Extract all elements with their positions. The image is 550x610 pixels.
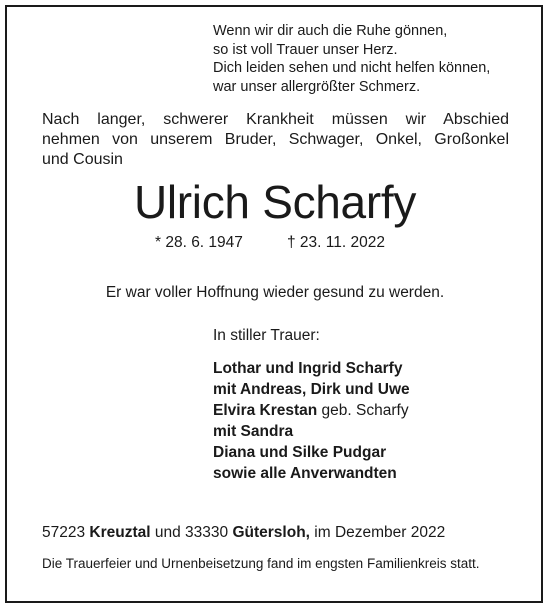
mourners-list: [213, 358, 410, 484]
death-date: † 23. 11. 2022: [287, 234, 385, 251]
birth-date: * 28. 6. 1947: [155, 234, 243, 251]
poem-line: Wenn wir dir auch die Ruhe gönnen,: [213, 23, 448, 39]
zip-1: 57223: [42, 524, 90, 541]
mourner-birthname: geb. Scharfy: [317, 402, 409, 419]
intro-line: Nach langer, schwerer Krankheit müssen wir Abschied: [42, 111, 509, 128]
mourner-line: sowie alle Anverwandten: [213, 465, 397, 482]
mourner-name: Elvira Krestan: [213, 402, 318, 419]
place-connector: und 33330: [150, 524, 233, 541]
mourner-line: Diana und Silke Pudgar: [213, 444, 387, 461]
funeral-note: Die Trauerfeier und Urnenbeisetzung fand im engsten Familienkreis statt.: [42, 556, 480, 571]
place-date: im Dezember 2022: [309, 524, 446, 541]
intro-line: und Cousin: [42, 151, 123, 168]
poem-line: war unser allergrößter Schmerz.: [213, 78, 421, 95]
deceased-name: Ulrich Scharfy: [133, 176, 417, 228]
mourner-line: Lothar und Ingrid Scharfy: [213, 360, 403, 377]
poem-line: Dich leiden sehen und nicht helfen können,: [213, 60, 491, 76]
poem: [213, 22, 490, 96]
intro-text: [42, 110, 509, 170]
mourning-heading: In stiller Trauer:: [213, 327, 320, 344]
place-date-line: [42, 523, 445, 543]
intro-line: nehmen von unserem Bruder, Schwager, Onkel, Großonkel: [42, 131, 509, 148]
city-1: Kreuztal: [89, 524, 151, 541]
mourner-line: mit Sandra: [213, 423, 294, 440]
poem-line: so ist voll Trauer unser Herz.: [213, 41, 398, 58]
mourner-line: mit Andreas, Dirk und Uwe: [213, 381, 410, 398]
hope-sentence: Er war voller Hoffnung wieder gesund zu werden.: [105, 284, 445, 301]
mourner-line: [213, 400, 410, 421]
city-2: Gütersloh,: [232, 524, 310, 541]
